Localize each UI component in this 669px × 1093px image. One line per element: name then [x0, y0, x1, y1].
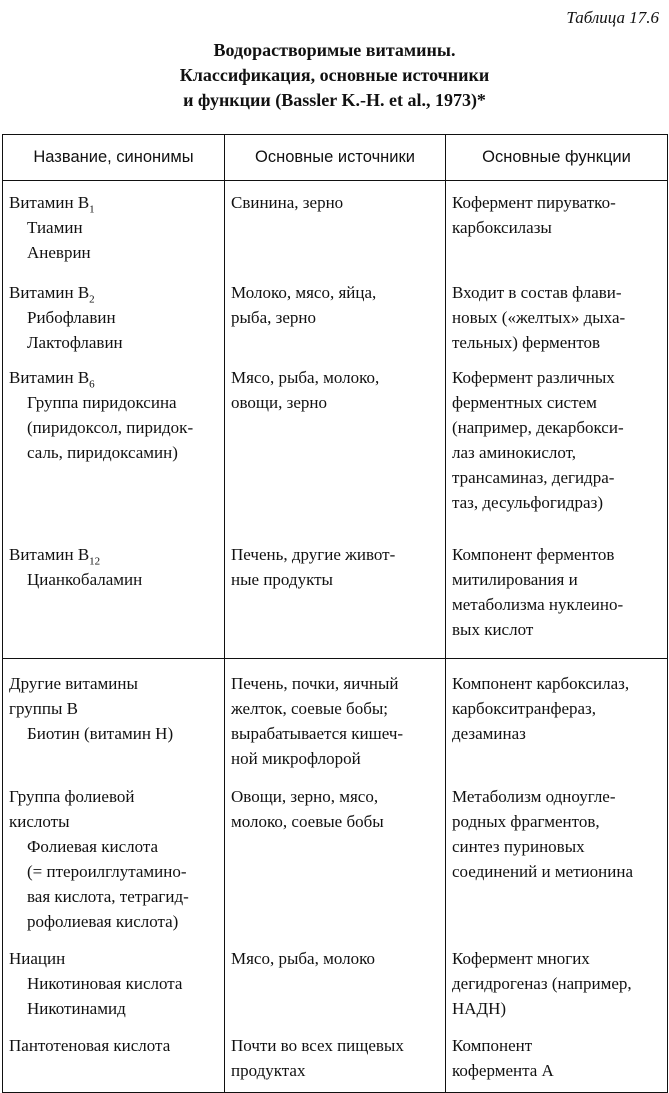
sources-cell — [225, 943, 446, 1030]
cell-line: Другие витамины — [9, 674, 138, 693]
synonym-line: Аневрин — [27, 243, 91, 262]
table-title — [0, 38, 669, 113]
cell-line: вых кислот — [452, 620, 534, 639]
cell-line: Пантотеновая кислота — [9, 1036, 171, 1055]
cell-line: кофермента А — [452, 1061, 554, 1080]
vitamin-name-cell — [3, 362, 225, 539]
cell-line: (например, декарбокси- — [452, 418, 624, 437]
functions-cell — [446, 181, 668, 278]
synonym-line: Рибофлавин — [27, 308, 116, 327]
cell-line: трансаминаз, дегидра- — [452, 468, 615, 487]
cell-line: Овощи, зерно, мясо, — [231, 787, 379, 806]
cell-line: желток, соевые бобы; — [231, 699, 389, 718]
synonym-line: Тиамин — [27, 218, 83, 237]
cell-line: НАДН) — [452, 999, 507, 1018]
cell-line: ной микрофлорой — [231, 749, 361, 768]
cell-line: Свинина, зерно — [231, 193, 344, 212]
synonym-line: саль, пиридоксамин) — [27, 443, 178, 462]
cell-line: рыба, зерно — [231, 308, 316, 327]
vitamin-subscript: 2 — [89, 293, 95, 306]
header-row — [3, 135, 668, 181]
sources-cell — [225, 277, 446, 362]
title-line: Водорастворимые витамины. — [213, 40, 456, 60]
synonym-line: Лактофлавин — [27, 333, 123, 352]
sources-cell — [225, 1030, 446, 1093]
vitamin-name — [9, 190, 220, 215]
functions-cell — [446, 277, 668, 362]
table-number-label: Таблица 17.6 — [566, 8, 659, 27]
cell-line: Компонент ферментов — [452, 545, 615, 564]
cell-line: таз, десульфогидраз) — [452, 493, 603, 512]
vitamin-name — [9, 365, 220, 390]
cell-line: Мясо, рыба, молоко — [231, 949, 376, 968]
cell-line: Молоко, мясо, яйца, — [231, 283, 377, 302]
header-name-column: Название, синонимы — [3, 135, 225, 181]
table-row — [3, 659, 668, 782]
cell-line: лаз аминокислот, — [452, 443, 577, 462]
title-line: и функции (Bassler K.-H. et al., 1973)* — [183, 90, 486, 110]
table-row — [3, 181, 668, 278]
synonym-line: Никотиновая кислота — [27, 974, 183, 993]
cell-line: ферментных систем — [452, 393, 597, 412]
cell-line: карбоксилазы — [452, 218, 552, 237]
functions-cell — [446, 539, 668, 659]
cell-line: Группа фолиевой — [9, 787, 135, 806]
cell-line: вырабатывается кишеч- — [231, 724, 404, 743]
vitamin-name-cell — [3, 659, 225, 782]
synonym-line: Фолиевая кислота — [27, 837, 159, 856]
cell-line: дегидрогеназ (например, — [452, 974, 632, 993]
functions-cell — [446, 659, 668, 782]
synonym-line: Биотин (витамин H) — [27, 724, 174, 743]
table-row — [3, 1030, 668, 1093]
cell-line: Ниацин — [9, 949, 66, 968]
table-row — [3, 539, 668, 659]
cell-line: новых («желтых» дыха- — [452, 308, 626, 327]
cell-line: Входит в состав флави- — [452, 283, 622, 302]
cell-line: соединений и метионина — [452, 862, 634, 881]
cell-line: Мясо, рыба, молоко, — [231, 368, 380, 387]
cell-line: ные продукты — [231, 570, 333, 589]
vitamin-name — [9, 542, 220, 567]
cell-line: Почти во всех пищевых — [231, 1036, 404, 1055]
vitamin-name-cell — [3, 1030, 225, 1093]
sources-cell — [225, 539, 446, 659]
cell-line: метаболизма нуклеино- — [452, 595, 624, 614]
cell-line: Кофермент многих — [452, 949, 590, 968]
sources-cell — [225, 181, 446, 278]
table-row — [3, 277, 668, 362]
table-row — [3, 943, 668, 1030]
vitamin-name — [9, 280, 220, 305]
cell-line: Компонент карбоксилаз, — [452, 674, 630, 693]
header-sources-column: Основные источники — [225, 135, 446, 181]
cell-line: Печень, почки, яичный — [231, 674, 399, 693]
vitamin-name-text: Витамин B — [9, 368, 90, 387]
sources-cell — [225, 362, 446, 539]
cell-line: родных фрагментов, — [452, 812, 600, 831]
synonym-line: вая кислота, тетрагид- — [27, 887, 189, 906]
vitamin-name-text: Витамин B — [9, 545, 90, 564]
cell-line: Компонент — [452, 1036, 533, 1055]
synonym-line: (пиридоксол, пиридок- — [27, 418, 194, 437]
synonym-line: Группа пиридоксина — [27, 393, 177, 412]
vitamin-subscript: 6 — [89, 378, 95, 391]
vitamin-subscript: 12 — [89, 555, 101, 568]
cell-line: дезаминаз — [452, 724, 526, 743]
table-row — [3, 781, 668, 943]
title-line: Классификация, основные источники — [179, 65, 490, 85]
synonym-line: Цианкобаламин — [27, 570, 143, 589]
cell-line: овощи, зерно — [231, 393, 327, 412]
functions-cell — [446, 362, 668, 539]
functions-cell — [446, 1030, 668, 1093]
cell-line: тельных) ферментов — [452, 333, 601, 352]
cell-line: кислоты — [9, 812, 70, 831]
vitamin-name-cell — [3, 181, 225, 278]
cell-line: молоко, соевые бобы — [231, 812, 384, 831]
functions-cell — [446, 943, 668, 1030]
cell-line: продуктах — [231, 1061, 306, 1080]
synonym-line: Никотинамид — [27, 999, 126, 1018]
cell-line: карбокситранфераз, — [452, 699, 597, 718]
vitamin-name-cell — [3, 943, 225, 1030]
vitamins-table — [2, 134, 668, 1093]
cell-line: митилирования и — [452, 570, 578, 589]
cell-line: Кофермент различных — [452, 368, 615, 387]
vitamin-name-cell — [3, 277, 225, 362]
table-row — [3, 362, 668, 539]
vitamin-name-cell — [3, 539, 225, 659]
sources-cell — [225, 781, 446, 943]
vitamin-subscript: 1 — [89, 203, 95, 216]
vitamin-name-text: Витамин B — [9, 283, 90, 302]
vitamin-name-text: Витамин B — [9, 193, 90, 212]
cell-line: Печень, другие живот- — [231, 545, 396, 564]
functions-cell — [446, 781, 668, 943]
cell-line: Метаболизм одноугле- — [452, 787, 616, 806]
vitamin-name-cell — [3, 781, 225, 943]
synonym-line: (= птероилглутамино- — [27, 862, 187, 881]
cell-line: синтез пуриновых — [452, 837, 585, 856]
sources-cell — [225, 659, 446, 782]
header-functions-column: Основные функции — [446, 135, 668, 181]
cell-line: Кофермент пируватко- — [452, 193, 616, 212]
synonym-line: рофолиевая кислота) — [27, 912, 179, 931]
cell-line: группы B — [9, 699, 78, 718]
